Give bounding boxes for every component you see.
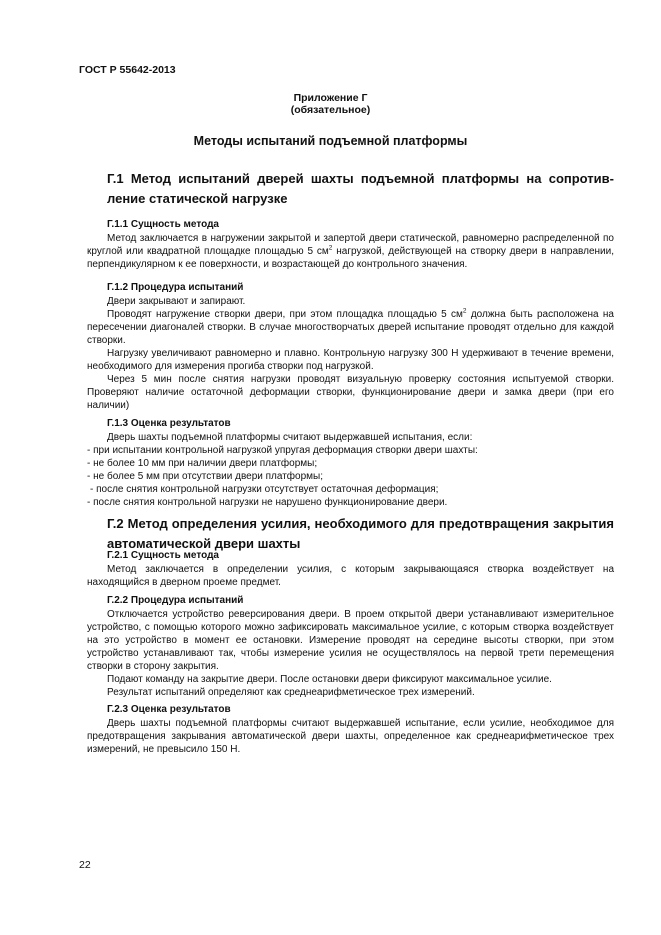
section-g2-title: Г.2 Метод определения усилия, необходимого для предотвращения закрытия автоматической двери шахты [107,516,614,551]
g2-2-paragraph-2: Подают команду на закрытие двери. После остановки двери фиксируют максимальное усилие. [107,674,552,685]
g1-2-paragraph-2 [87,308,614,347]
g1-2-heading: Г.1.2 Процедура испытаний [107,282,244,293]
g2-2-paragraph-3: Результат испытаний определяют как среднеарифметическое трех измерений. [107,687,475,698]
g1-1-text-a: Метод заключается в нагружении закрытой и запертой двери статической, равномерно распределенной по круглой или квадратной площадке площадью 5 см [87,233,614,257]
g2-1-paragraph: Метод заключается в определении усилия, с которым закрывающаяся створка воздействует на находящийся в дверном проеме предмет. [87,564,614,588]
page-title: Методы испытаний подъемной платформы [193,134,468,148]
superscript: 2 [328,244,333,252]
g1-1-text-b: нагрузкой, действующей на створку двери в направлении, перпендикулярном к ее поверхности, и возрастающей до контрольного значения. [87,246,614,270]
g1-2-paragraph-1: Двери закрывают и запирают. [107,296,246,307]
list-item: - не более 10 мм при наличии двери платформы; [87,458,318,469]
appendix-status: (обязательное) [290,104,371,116]
section-g1-title: Г.1 Метод испытаний дверей шахты подъемной платформы на сопротивление статической нагрузке [107,171,614,206]
list-item: - при испытании контрольной нагрузкой упругая деформация створки двери шахты: [87,445,478,456]
g2-1-heading: Г.2.1 Сущность метода [107,550,219,561]
g2-3-heading: Г.2.3 Оценка результатов [107,704,231,715]
g1-3-heading: Г.1.3 Оценка результатов [107,418,231,429]
list-item: - после снятия контрольной нагрузки отсутствует остаточная деформация; [90,484,439,495]
list-item: - после снятия контрольной нагрузки не нарушено функционирование двери. [87,497,448,508]
g2-2-heading: Г.2.2 Процедура испытаний [107,595,244,606]
superscript: 2 [462,307,467,315]
g1-2-text-a: Проводят нагружение створки двери, при этом площадка площадью 5 см [107,309,463,320]
page-number: 22 [79,859,91,871]
appendix-title: Приложение Г [293,92,368,104]
g1-1-heading: Г.1.1 Сущность метода [107,219,219,230]
g1-2-paragraph-4: Через 5 мин после снятия нагрузки проводят визуальную проверку состояния испытуемой створки. Проверяют наличие остаточной деформации створки, функционирование двери и замка двери (при его наличии) [87,374,614,411]
standard-number: ГОСТ Р 55642-2013 [79,64,176,76]
g1-3-paragraph: Дверь шахты подъемной платформы считают выдержавшей испытания, если: [107,432,473,443]
g2-3-paragraph: Дверь шахты подъемной платформы считают выдержавшей испытание, если усилие, необходимое для предотвращения закрывания автоматической двери шахты, определенное как среднеарифметическое трех измерений, не превысило 150 Н. [87,718,614,755]
g1-2-text-b: должна быть расположена на пересечении диагоналей створки. В случае многостворчатых дверей испытание проводят отдельно для каждой створки. [87,309,614,346]
g2-2-paragraph-1: Отключается устройство реверсирования двери. В проем открытой двери устанавливают измерительное устройство, с помощью которого можно зафиксировать максимальное усилие, с которым створка воздействует на это устройство в момент ее остановки. Измерение проводят на середине высоты створки, при этом устройство устанавливают так, чтобы измерение усилия не осуществлялось на первой трети перемещения створки в сторону закрытия. [87,609,614,672]
g1-1-paragraph [87,232,614,271]
g1-2-paragraph-3: Нагрузку увеличивают равномерно и плавно. Контрольную нагрузку 300 Н удерживают в течение времени, необходимого для измерения прогиба створки под нагрузкой. [87,348,614,372]
list-item: - не более 5 мм при отсутствии двери платформы; [87,471,323,482]
